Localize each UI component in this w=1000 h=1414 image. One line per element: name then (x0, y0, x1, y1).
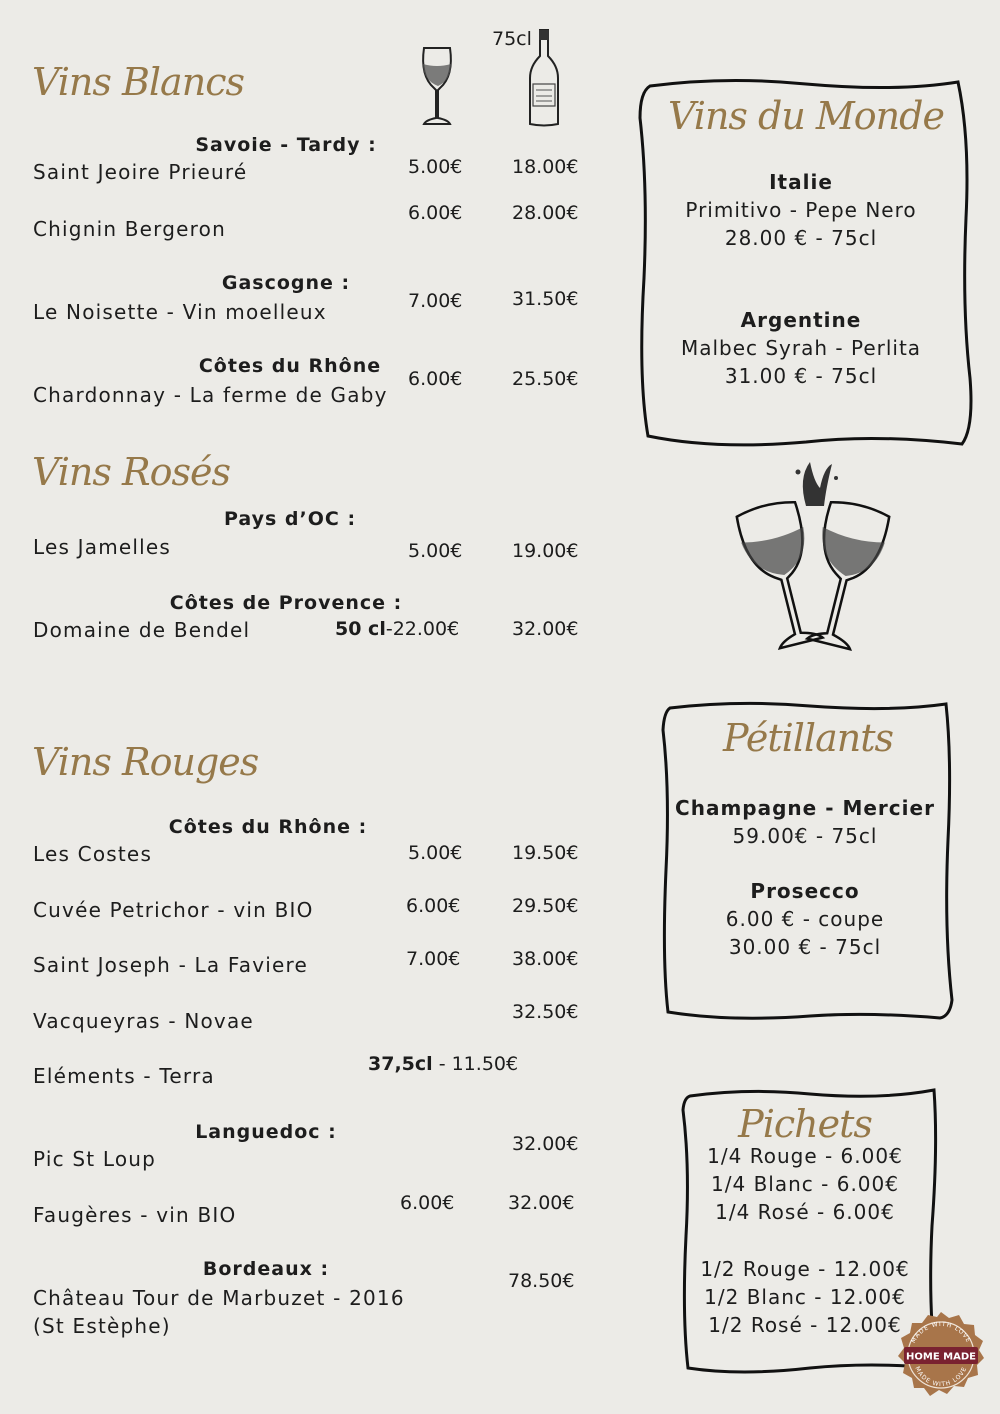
pichets-title: Pichets (738, 1102, 872, 1146)
glass-price: 5.00€ (408, 156, 463, 178)
vins-blancs-title: Vins Blancs (32, 60, 244, 104)
bottle-price: 32.00€ (512, 1133, 579, 1155)
badge-ring-bottom: MADE WITH LOVE (913, 1365, 969, 1389)
wine-name: Les Costes (33, 842, 153, 866)
glass-price: - 11.50€ (438, 1053, 519, 1075)
glass-price: 6.00€ (400, 1192, 455, 1214)
bottle-price: 32.50€ (512, 1001, 579, 1023)
wine-glass-icon (418, 46, 456, 128)
bottle-price: 28.00€ (512, 202, 579, 224)
vins-du-monde-title: Vins du Monde (668, 94, 944, 138)
wine-name: Faugères - vin BIO (33, 1203, 237, 1227)
region-header: Savoie - Tardy : (195, 134, 377, 156)
country-price: 28.00 € - 75cl (724, 226, 878, 250)
wine-name: Cuvée Petrichor - vin BIO (33, 898, 314, 922)
glass-price: 6.00€ (408, 368, 463, 390)
region-header: Côtes de Provence : (169, 592, 403, 614)
sparkling-name: Prosecco (750, 879, 860, 903)
country-name: Italie (769, 170, 833, 194)
badge-ring-top: MADE WITH LOVE (909, 1320, 973, 1345)
sparkling-price: 59.00€ - 75cl (732, 824, 878, 848)
wine-name: Pic St Loup (33, 1147, 157, 1171)
region-header: Bordeaux : (202, 1258, 330, 1280)
size-label: 50 cl (335, 618, 386, 640)
region-header: Pays d’OC : (223, 508, 357, 530)
region-header: Gascogne : (221, 272, 351, 294)
region-header: Languedoc : (195, 1121, 337, 1143)
country-wine: Malbec Syrah - Perlita (680, 336, 922, 360)
bottle-size-price (368, 1053, 518, 1075)
glass-price: 6.00€ (408, 202, 463, 224)
bottle-price: 78.50€ (508, 1270, 575, 1292)
bottle-price: 32.00€ (508, 1192, 575, 1214)
sparkling-block (660, 877, 950, 961)
petillants-title: Pétillants (723, 716, 893, 760)
bottle-size-price (335, 618, 459, 640)
bottle-price: 19.50€ (512, 842, 579, 864)
clinking-glasses-icon (728, 458, 898, 658)
country-name: Argentine (740, 308, 862, 332)
bottle-price: 18.00€ (512, 156, 579, 178)
pitcher-price: 1/2 Rosé - 12.00€ (708, 1313, 902, 1337)
region-header: Côtes du Rhône (198, 355, 382, 377)
country-price: 31.00 € - 75cl (724, 364, 878, 388)
country-wine: Primitivo - Pepe Nero (685, 198, 917, 222)
sparkling-block (660, 794, 950, 850)
pitcher-price: 1/4 Rosé - 6.00€ (715, 1200, 895, 1224)
badge-center-text: HOME MADE (906, 1351, 976, 1363)
glass-price: 5.00€ (408, 540, 463, 562)
wine-name: Chignin Bergeron (33, 217, 226, 241)
sparkling-price: 6.00 € - coupe (725, 907, 885, 931)
vins-roses-title: Vins Rosés (32, 450, 230, 494)
bottle-price: 38.00€ (512, 948, 579, 970)
country-block (636, 306, 966, 390)
wine-name: Saint Joseph - La Faviere (33, 953, 309, 977)
pitcher-list (680, 1142, 930, 1339)
wine-name: Saint Jeoire Prieuré (33, 160, 248, 184)
vins-rouges-title: Vins Rouges (32, 740, 259, 784)
country-block (636, 168, 966, 252)
wine-bottle-icon (528, 28, 560, 128)
bottle-price: 32.00€ (512, 618, 579, 640)
wine-name: Les Jamelles (33, 535, 172, 559)
glass-price: 7.00€ (406, 948, 461, 970)
wine-name-line2: (St Estèphe) (33, 1314, 171, 1338)
wine-name: Château Tour de Marbuzet - 2016 (33, 1286, 405, 1310)
region-header: Côtes du Rhône : (168, 816, 368, 838)
pitcher-price: 1/2 Rouge - 12.00€ (700, 1257, 910, 1281)
wine-name: Domaine de Bendel (33, 618, 251, 642)
glass-price: 5.00€ (408, 842, 463, 864)
wine-name: Vacqueyras - Novae (33, 1009, 254, 1033)
pitcher-price: 1/2 Blanc - 12.00€ (704, 1285, 906, 1309)
home-made-badge (898, 1312, 984, 1398)
wine-name: Eléments - Terra (33, 1064, 215, 1088)
bottle-price: 19.00€ (512, 540, 579, 562)
bottle-price: 31.50€ (512, 288, 579, 310)
pitcher-price: 1/4 Rouge - 6.00€ (707, 1144, 903, 1168)
wine-name: Chardonnay - La ferme de Gaby (33, 383, 388, 407)
glass-price: 6.00€ (406, 895, 461, 917)
glass-price: -22.00€ (385, 618, 460, 640)
size-label: 37,5cl (368, 1053, 433, 1075)
bottle-price: 29.50€ (512, 895, 579, 917)
wine-name: Le Noisette - Vin moelleux (33, 300, 327, 324)
badge-seal-icon (898, 1312, 984, 1398)
sparkling-price: 30.00 € - 75cl (728, 935, 882, 959)
sparkling-name: Champagne - Mercier (675, 796, 935, 820)
bottle-size-header: 75cl (492, 28, 532, 50)
glass-price: 7.00€ (408, 290, 463, 312)
pitcher-price: 1/4 Blanc - 6.00€ (711, 1172, 899, 1196)
bottle-price: 25.50€ (512, 368, 579, 390)
